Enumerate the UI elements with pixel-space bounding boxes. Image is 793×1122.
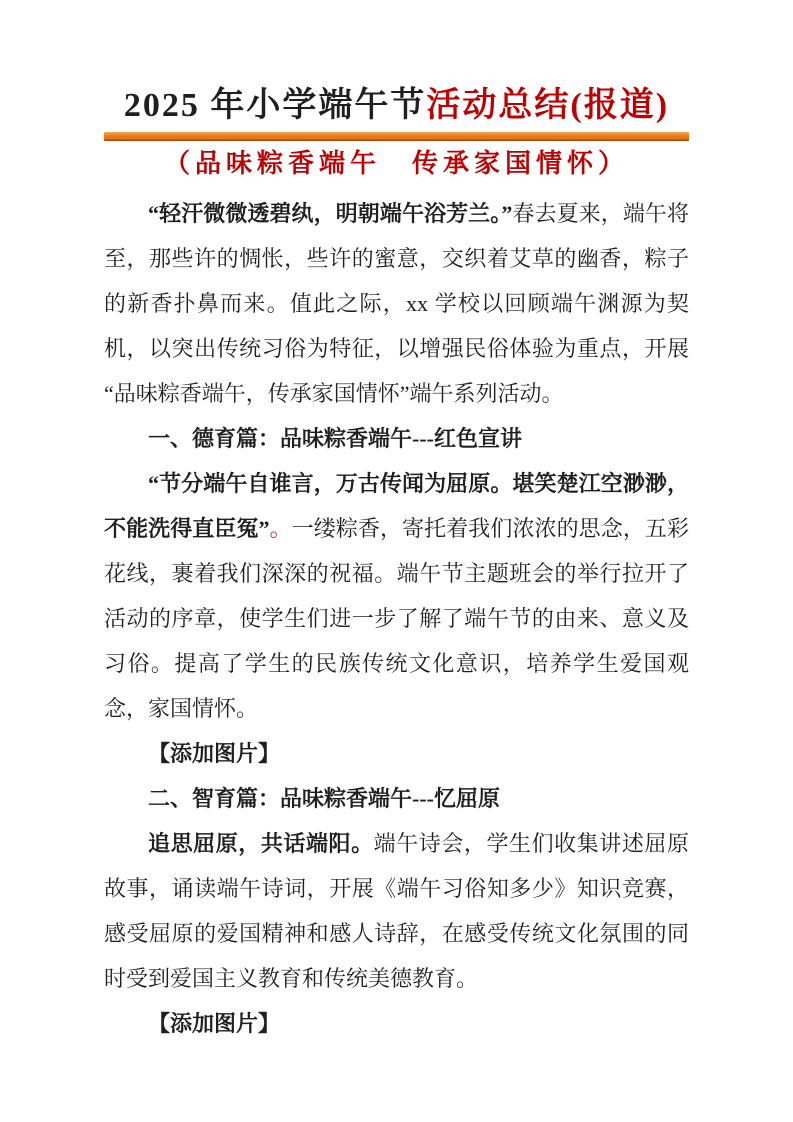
section-2-paragraph — [104, 821, 689, 1001]
text-run: 一缕粽香，寄托着我们浓浓的思念，五彩花线，裹着我们深深的祝福。端午节主题班会的举行拉开了活动的序章，使学生们进一步了解了端午节的由来、意义及习俗。提高了学生的民族传统文化意识，培养学生爱国观念，家国情怀。 — [104, 516, 689, 721]
text-run: 追思屈原，共话端阳。 — [148, 831, 374, 856]
section-2-heading — [104, 776, 689, 821]
text-run: 二、智育篇：品味粽香端午---忆屈原 — [148, 786, 500, 811]
text-run: 【添加图片】 — [148, 741, 281, 766]
section-1-heading — [104, 416, 689, 461]
text-run: “轻汗微微透碧纨，明朝端午浴芳兰。” — [148, 201, 513, 226]
document-title-black-part: 2025 年小学端午节 — [123, 87, 427, 124]
add-image-placeholder-2 — [104, 1001, 689, 1046]
title-underline-rule — [104, 132, 689, 141]
document-title-red-part: 活动总结(报道) — [426, 87, 670, 124]
document-body — [104, 191, 689, 1046]
text-run: 端午诗会，学生们收集讲述屈原故事，诵读端午诗词，开展《端午习俗知多少》知识竞赛，感受屈原的爱国精神和感人诗辞，在感受传统文化氛围的同时受到爱国主义教育和传统美德教育。 — [104, 831, 689, 991]
text-run: 一、德育篇：品味粽香端午---红色宣讲 — [148, 426, 522, 451]
document-subtitle: （品味粽香端午 传承家国情怀） — [163, 149, 629, 178]
text-run: 春去夏来，端午将至，那些许的惆怅，些许的蜜意，交织着艾草的幽香，粽子的新香扑鼻而来。值此之际，xx 学校以回顾端午渊源为契机，以突出传统习俗为特征，以增强民俗体验为重点，开展“品味粽香端午，传承家国情怀”端午系列活动。 — [104, 201, 689, 406]
text-run: 。 — [269, 516, 292, 541]
document-title — [104, 83, 689, 129]
intro-paragraph — [104, 191, 689, 416]
section-1-paragraph — [104, 461, 689, 731]
text-run: “节分端午自谁言，万古传闻为屈原。堪笑楚江空渺渺，不能洗得直臣冤” — [104, 471, 689, 541]
text-run: 【添加图片】 — [148, 1011, 281, 1036]
add-image-placeholder-1 — [104, 731, 689, 776]
